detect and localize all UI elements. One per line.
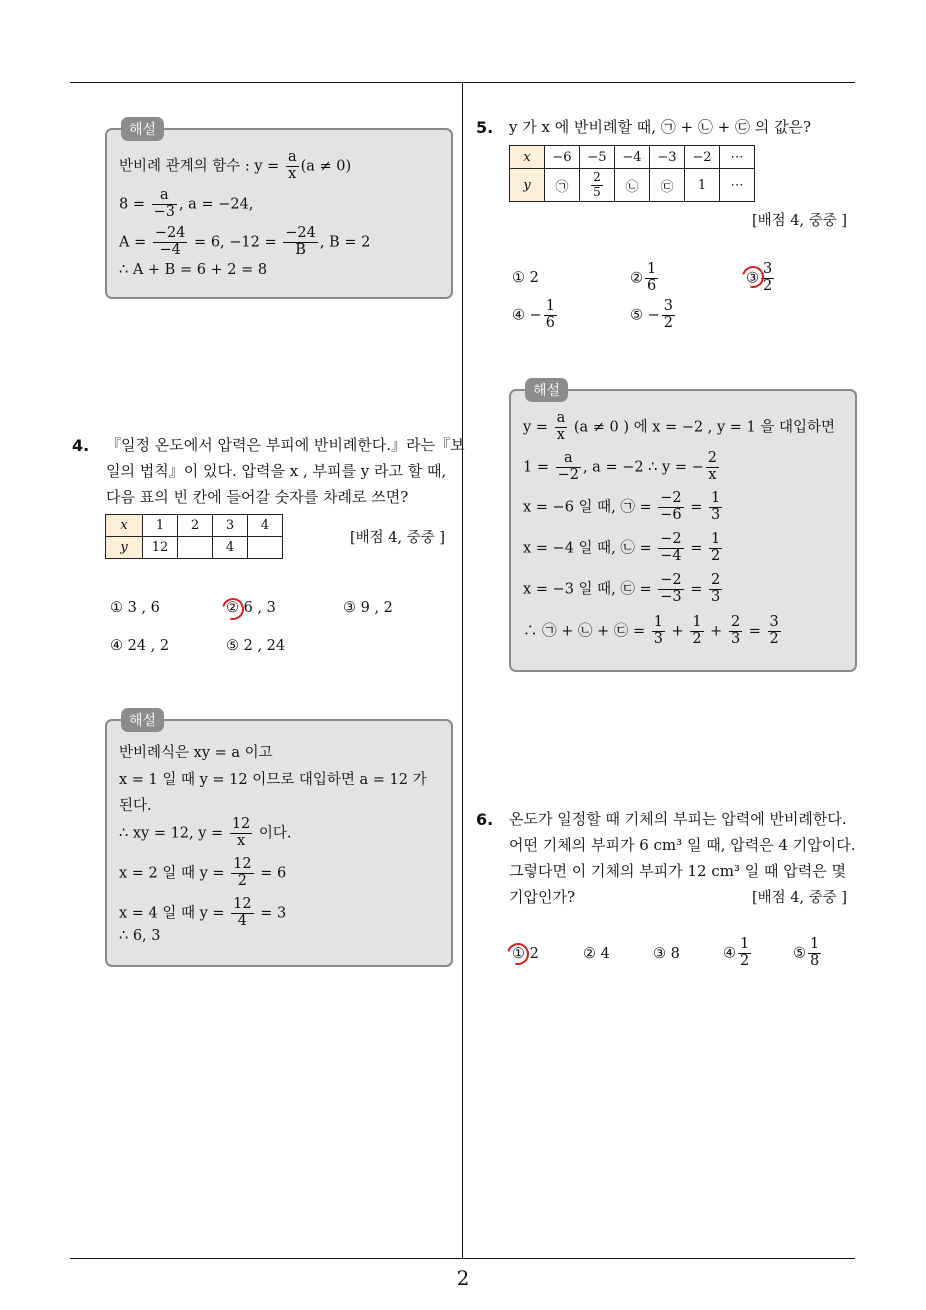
q4-text: 『일정 온도에서 압력은 부피에 반비례한다.』라는『보 일의 법칙』이 있다. 압력을 x , 부피를 y 라고 할 때, 다음 표의 빈 칸에 들어갈 숫자를 차례로 쓰면? bbox=[106, 436, 465, 506]
box1-line3: A = $\frac{-24}{-4}$ = 6, −12 = $\frac{-24}{B}$ , B = 2 bbox=[119, 225, 371, 258]
answer-mark-circle bbox=[503, 939, 533, 969]
q5-text: y 가 x 에 반비례할 때, ㉠ + ㉡ + ㉢ 의 값은? bbox=[509, 118, 811, 136]
box2-line6: x = 4 일 때 y = $\frac{12}{4}$ = 3 bbox=[119, 896, 287, 929]
solution-box-2 bbox=[105, 713, 453, 967]
solution-box-1 bbox=[105, 122, 453, 299]
column-divider bbox=[462, 83, 463, 1259]
q4-option-5[interactable]: ⑤ 2 , 24 bbox=[226, 638, 286, 654]
solution-tag: 해설 bbox=[121, 708, 164, 732]
q5-option-3[interactable]: ③ $\frac{3}{2}$ bbox=[746, 261, 773, 294]
box1-line4: ∴ A + B = 6 + 2 = 8 bbox=[119, 262, 268, 278]
q4-number: 4. bbox=[72, 436, 90, 455]
q4-option-3[interactable]: ③ 9 , 2 bbox=[343, 600, 393, 616]
q6-option-1[interactable]: ① 2 bbox=[512, 946, 539, 962]
box2-line4: ∴ xy = 12, y = $\frac{12}{x}$ 이다. bbox=[119, 816, 292, 849]
box3-line3: x = −6 일 때, ㉠ = $\frac{-2}{-6}$ = $\frac{1}{3}$ bbox=[523, 490, 721, 523]
q5-option-4[interactable]: ④ − $\frac{1}{6}$ bbox=[512, 298, 555, 331]
solution-tag: 해설 bbox=[525, 378, 568, 402]
box2-line5: x = 2 일 때 y = $\frac{12}{2}$ = 6 bbox=[119, 856, 287, 889]
box3-line5: x = −3 일 때, ㉢ = $\frac{-2}{-3}$ = $\frac{2}{3}$ bbox=[523, 572, 721, 605]
box1-line2: 8 = $\frac{a}{-3}$ , a = −24, bbox=[119, 187, 254, 220]
box3-line2: 1 = $\frac{a}{-2}$ , a = −2 ∴ y = − $\frac{2}{x}$ bbox=[523, 450, 717, 483]
q5-option-5[interactable]: ⑤ − $\frac{3}{2}$ bbox=[630, 298, 673, 331]
q5-option-1[interactable]: ① 2 bbox=[512, 270, 539, 286]
q6-option-4[interactable]: ④ $\frac{1}{2}$ bbox=[723, 936, 750, 969]
q5-option-2[interactable]: ② $\frac{1}{6}$ bbox=[630, 261, 657, 294]
page-number: 2 bbox=[456, 1266, 470, 1290]
q6-number: 6. bbox=[476, 810, 494, 829]
box2-line1: 반비례식은 xy = a 이고 bbox=[119, 745, 273, 761]
box2-line7: ∴ 6, 3 bbox=[119, 928, 161, 944]
q6-option-3[interactable]: ③ 8 bbox=[653, 946, 680, 962]
q5-number: 5. bbox=[476, 118, 494, 137]
box3-line1: y = $\frac{a}{x}$ (a ≠ 0 ) 에 x = −2 , y = 1 을 대입하면 bbox=[523, 410, 835, 443]
q6-option-2[interactable]: ② 4 bbox=[583, 946, 610, 962]
box2-line3: 된다. bbox=[119, 798, 152, 814]
q5-points: [배점 4, 중중 ] bbox=[752, 213, 848, 229]
q6-option-5[interactable]: ⑤ $\frac{1}{8}$ bbox=[793, 936, 820, 969]
box1-line1: 반비례 관계의 함수 : y = $\frac{a}{x}$ (a ≠ 0) bbox=[119, 149, 352, 182]
answer-mark-circle bbox=[218, 594, 248, 624]
q5-table: x −6 −5 −4 −3 −2 ⋯ y ㉠ $\frac{2}{5}$ ㉡ ㉢ 1 ⋯ bbox=[509, 145, 755, 202]
q4-option-1[interactable]: ① 3 , 6 bbox=[110, 600, 160, 616]
q4-table: x 1 2 3 4 y 12 4 bbox=[105, 514, 283, 559]
q4-option-2[interactable]: ② 6 , 3 bbox=[226, 600, 276, 616]
q4-option-4[interactable]: ④ 24 , 2 bbox=[110, 638, 170, 654]
q6-points: [배점 4, 중중 ] bbox=[752, 890, 848, 906]
solution-tag: 해설 bbox=[121, 117, 164, 141]
solution-box-3 bbox=[509, 383, 857, 672]
box2-line2: x = 1 일 때 y = 12 이므로 대입하면 a = 12 가 bbox=[119, 772, 427, 788]
q4-points: [배점 4, 중중 ] bbox=[350, 530, 446, 546]
box3-line6: ∴ ㉠ + ㉡ + ㉢ = $\frac{1}{3}$ + $\frac{1}{2}$ + $\frac{2}{3}$ = $\frac{3}{2}$ bbox=[523, 614, 779, 647]
box3-line4: x = −4 일 때, ㉡ = $\frac{-2}{-4}$ = $\frac{1}{2}$ bbox=[523, 531, 721, 564]
q6-text: 온도가 일정할 때 기체의 부피는 압력에 반비례한다. 어떤 기체의 부피가 6 cm³ 일 때, 압력은 4 기압이다. 그렇다면 이 기체의 부피가 12 cm³ 일 때 압력은 몇 기압인가? bbox=[509, 810, 856, 906]
